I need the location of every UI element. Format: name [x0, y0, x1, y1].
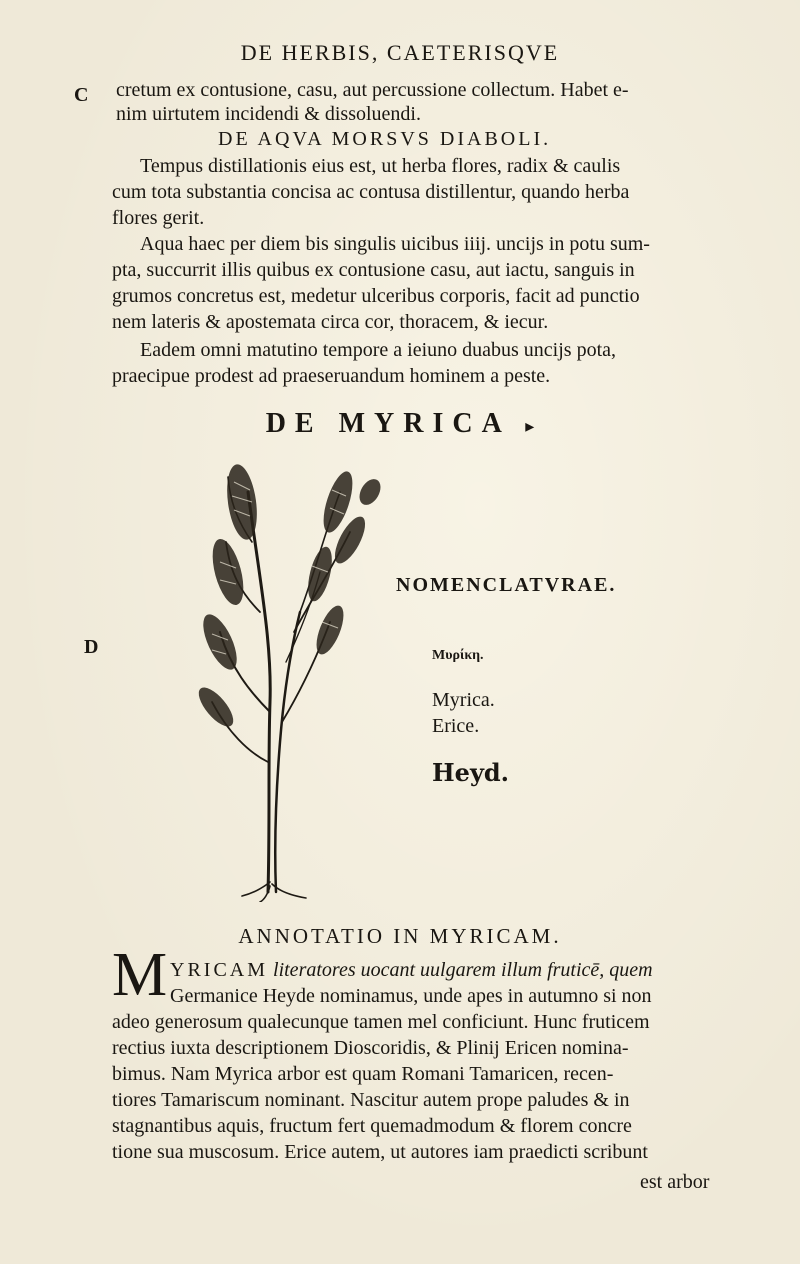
text-line: praecipue prodest ad praeseruandum hominem a peste. [112, 365, 551, 387]
section-title-ornament: ▸ [525, 416, 535, 436]
text-line: nem lateris & apostemata circa cor, thoracem, & iecur. [112, 311, 549, 333]
nomenclature-greek: Μυρίκη. [432, 648, 484, 663]
myrica-woodcut-illustration [190, 462, 390, 902]
nomenclature-german: Heyd. [432, 758, 510, 787]
text-line: grumos concretus est, medetur ulceribus corporis, facit ad punctio [112, 285, 640, 307]
text-line: est arbor [640, 1171, 710, 1193]
drop-cap: M [112, 941, 168, 1009]
nomenclature-latin-2: Erice. [432, 715, 480, 737]
annotation-first-caps: YRICAM [170, 959, 269, 981]
text-line: Aqua haec per diem bis singulis uicibus iiij. uncijs in potu sum- [140, 233, 650, 255]
text-line: flores gerit. [112, 207, 205, 229]
text-line: tione sua muscosum. Erice autem, ut autores iam praedicti scribunt [112, 1141, 648, 1163]
running-head: DE HERBIS, CAETERISQVE [240, 40, 560, 65]
margin-letter-d: D [84, 636, 99, 658]
text-line: cretum ex contusione, casu, aut percussione collectum. Habet e- [116, 79, 629, 101]
annotation-title: ANNOTATIO IN MYRICAM. [238, 924, 562, 948]
text-line: Germanice Heyde nominamus, unde apes in autumno si non [170, 985, 652, 1007]
aqua-heading: DE AQVA MORSVS DIABOLI. [218, 128, 552, 150]
margin-letter-c: C [74, 84, 89, 106]
text-line: stagnantibus aquis, fructum fert quemadmodum & florem concre [112, 1115, 632, 1137]
text-line: nim uirtutem incidendi & dissoluendi. [116, 103, 421, 125]
text-line: pta, succurrit illis quibus ex contusione casu, aut iactu, sanguis in [112, 259, 635, 281]
section-title-text: DE MYRICA [265, 408, 510, 439]
nomenclature-heading: NOMENCLATVRAE. [396, 574, 617, 596]
section-title [0, 408, 800, 440]
text-line: adeo generosum qualecunque tamen mel conficiunt. Hunc fruticem [112, 1011, 650, 1033]
text-line: rectius iuxta descriptionem Dioscoridis, & Plinij Ericen nomina- [112, 1037, 629, 1059]
text-line: bimus. Nam Myrica arbor est quam Romani Tamaricen, recen- [112, 1063, 614, 1085]
text-line: Tempus distillationis eius est, ut herba flores, radix & caulis [140, 155, 621, 177]
text-line: tiores Tamariscum nominant. Nascitur autem prope paludes & in [112, 1089, 630, 1111]
annotation-line-text: literatores uocant uulgarem illum fruticē, quem [273, 959, 653, 981]
text-line: Eadem omni matutino tempore a ieiuno duabus uncijs pota, [140, 339, 617, 361]
nomenclature-latin-1: Myrica. [432, 689, 495, 711]
annotation-first-line [170, 958, 653, 982]
text-line: cum tota substantia concisa ac contusa distillentur, quando herba [112, 181, 630, 203]
